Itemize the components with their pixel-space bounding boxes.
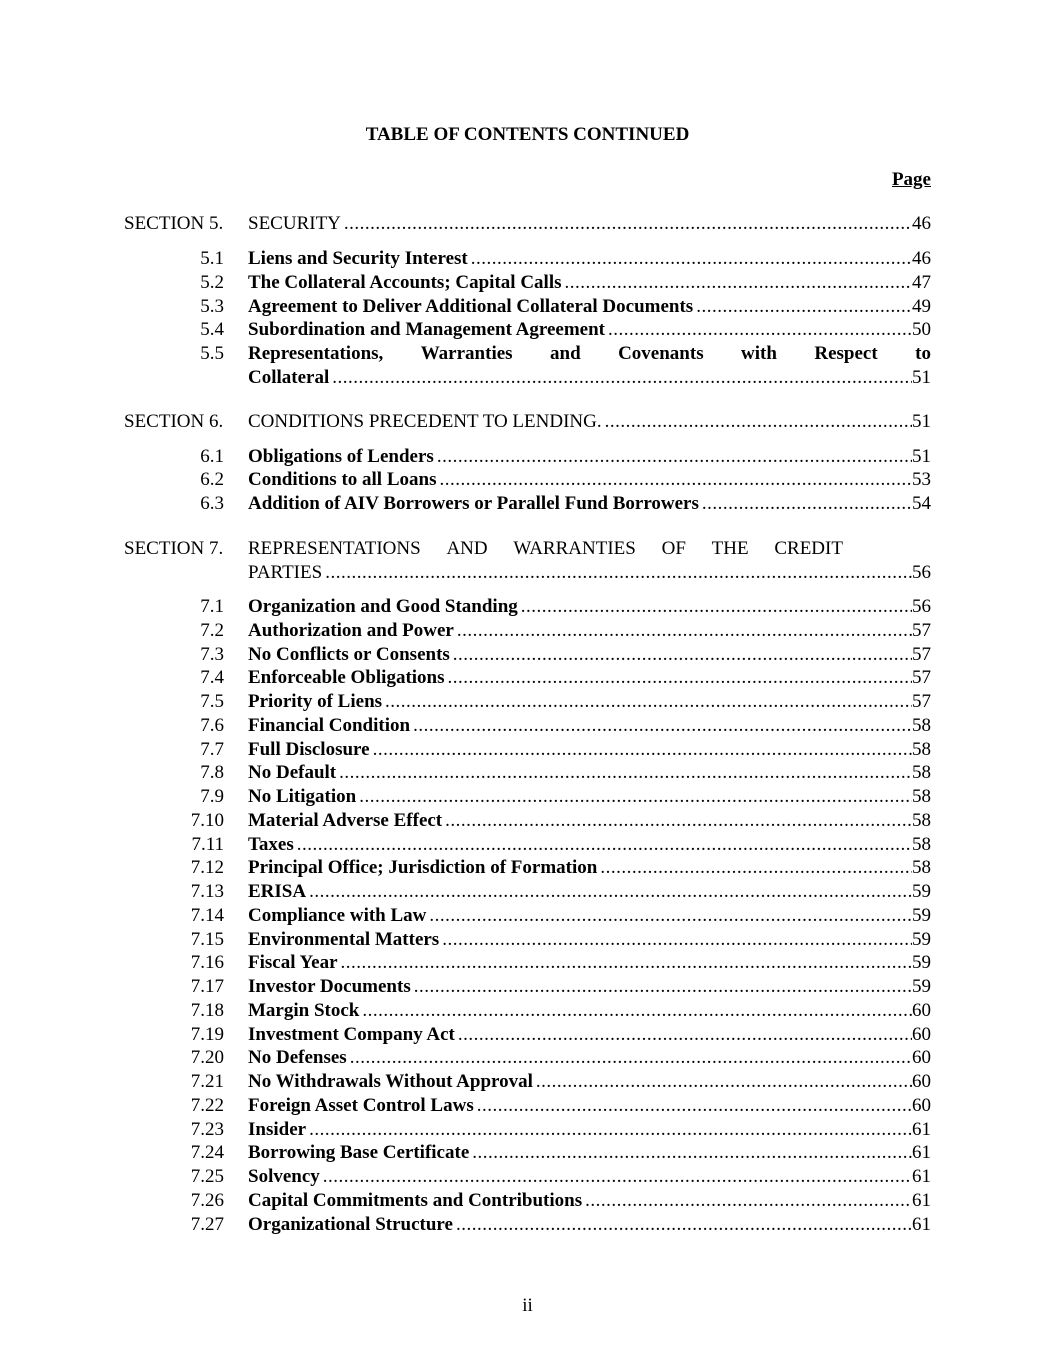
toc-item-row[interactable] (0, 999, 1055, 1023)
item-number: 7.24 (190, 1142, 224, 1164)
toc-item-row[interactable] (0, 928, 1055, 952)
page-number: 59 (912, 952, 931, 974)
dot-leader (362, 999, 912, 1023)
item-number: 5.2 (200, 272, 224, 293)
item-title: Obligations of Lenders (248, 446, 434, 467)
toc-item-row[interactable] (0, 1118, 1055, 1142)
page-number: 46 (912, 213, 931, 234)
item-title: No Default (248, 762, 337, 784)
dot-leader (413, 714, 912, 738)
page-number: 60 (912, 999, 931, 1021)
item-title: Principal Office; Jurisdiction of Formation (248, 857, 598, 879)
section-number: SECTION 5. (124, 213, 224, 234)
page-number: 59 (912, 976, 931, 997)
page-number: 57 (912, 667, 931, 689)
item-number: 7.2 (200, 619, 224, 641)
page-number: 51 (912, 411, 931, 432)
toc-item-row[interactable] (0, 714, 1055, 738)
item-title: Enforceable Obligations (248, 667, 445, 689)
toc-item-row[interactable] (0, 492, 1055, 516)
item-title: Organization and Good Standing (248, 596, 518, 617)
page-number: 57 (912, 691, 931, 712)
page-number: 59 (912, 881, 931, 902)
toc-item-row[interactable] (0, 785, 1055, 809)
page-number: 60 (912, 1023, 931, 1045)
toc-item-row[interactable] (0, 1070, 1055, 1094)
item-title: Liens and Security Interest (248, 248, 468, 269)
item-number: 7.17 (190, 976, 224, 997)
page-number: 58 (912, 809, 931, 831)
item-title: Investor Documents (248, 976, 411, 997)
item-number: 7.5 (200, 691, 224, 712)
dot-leader (472, 1141, 912, 1165)
item-number: 7.9 (200, 786, 224, 807)
toc-item-row[interactable] (0, 271, 1055, 295)
dot-leader (608, 318, 912, 342)
page-number: 57 (912, 619, 931, 641)
item-number: 7.7 (200, 738, 224, 760)
item-title: No Defenses (248, 1047, 347, 1069)
page-number: 58 (912, 786, 931, 807)
item-number: 7.6 (200, 714, 224, 736)
dot-leader (702, 492, 912, 516)
dot-leader (373, 738, 912, 762)
page-number: 58 (912, 833, 931, 855)
section-title-line2: PARTIES (248, 562, 323, 583)
page-number: 58 (912, 857, 931, 879)
item-number: 7.12 (190, 857, 224, 879)
page-number: 49 (912, 296, 931, 317)
item-title: Subordination and Management Agreement (248, 319, 605, 340)
item-title: Financial Condition (248, 714, 411, 736)
item-title: Borrowing Base Certificate (248, 1142, 470, 1164)
toc-item-row[interactable] (0, 856, 1055, 880)
item-title: Capital Commitments and Contributions (248, 1189, 583, 1211)
dot-leader (585, 1189, 912, 1213)
item-title: ERISA (248, 881, 307, 902)
item-title: No Litigation (248, 786, 357, 807)
item-title: Addition of AIV Borrowers or Parallel Fund Borrowers (248, 493, 699, 514)
page-number: 53 (912, 469, 931, 490)
dot-leader (341, 951, 912, 975)
item-number: 7.1 (200, 596, 224, 617)
dot-leader (605, 410, 912, 434)
item-title: Taxes (248, 833, 294, 855)
dot-leader (339, 761, 912, 785)
dot-leader (344, 212, 912, 236)
item-title: Authorization and Power (248, 619, 454, 641)
toc-item-row[interactable] (0, 1141, 1055, 1165)
item-number: 5.4 (200, 319, 224, 340)
item-number: 7.15 (190, 928, 224, 950)
toc-item-row[interactable] (0, 619, 1055, 643)
item-number: 7.21 (190, 1071, 224, 1092)
toc-item-row[interactable] (0, 1023, 1055, 1047)
item-number: 7.10 (190, 809, 224, 831)
toc-item-row[interactable] (0, 1046, 1055, 1070)
section-number: SECTION 7. (124, 538, 224, 559)
toc-section-row[interactable] (0, 212, 1055, 236)
page-number: 59 (912, 904, 931, 926)
toc-item-row[interactable] (0, 690, 1055, 714)
toc-item-row[interactable] (0, 643, 1055, 667)
page-number: 61 (912, 1213, 931, 1235)
item-number: 6.3 (200, 493, 224, 514)
dot-leader (457, 619, 912, 643)
section-number: SECTION 6. (124, 411, 224, 432)
item-number: 7.18 (190, 999, 224, 1021)
item-number: 7.14 (190, 904, 224, 926)
item-title-line1: Representations, Warranties and Covenants with Respect to (248, 343, 931, 364)
toc-item-row[interactable] (0, 951, 1055, 975)
page-number: 58 (912, 714, 931, 736)
item-title: Full Disclosure (248, 738, 370, 760)
dot-leader (359, 785, 912, 809)
toc-item-row[interactable] (0, 445, 1055, 469)
dot-leader (385, 690, 912, 714)
page-number: 61 (912, 1166, 931, 1187)
item-number: 6.2 (200, 469, 224, 490)
section-title: CONDITIONS PRECEDENT TO LENDING. (248, 411, 602, 432)
item-number: 5.3 (200, 296, 224, 317)
dot-leader (477, 1094, 912, 1118)
toc-item-row[interactable] (0, 595, 1055, 619)
dot-leader (448, 666, 912, 690)
item-title: Compliance with Law (248, 904, 427, 926)
item-title: Priority of Liens (248, 691, 383, 712)
dot-leader (445, 809, 912, 833)
toc-item-row[interactable] (0, 295, 1055, 319)
item-title: Conditions to all Loans (248, 469, 437, 490)
toc-item-row[interactable] (0, 809, 1055, 833)
toc-item-row[interactable] (0, 1094, 1055, 1118)
toc-item-row[interactable] (0, 318, 1055, 342)
toc-section-row[interactable] (0, 410, 1055, 434)
page-number: 59 (912, 928, 931, 950)
dot-leader (442, 928, 912, 952)
item-title-line2: Collateral (248, 367, 330, 388)
page-number: 58 (912, 762, 931, 784)
page-number: 51 (912, 367, 931, 388)
toc-item-row[interactable] (0, 1213, 1055, 1237)
item-title: Fiscal Year (248, 952, 338, 974)
item-number: 6.1 (200, 446, 224, 467)
dot-leader (600, 856, 912, 880)
page-number: 60 (912, 1071, 931, 1092)
item-title: Solvency (248, 1166, 320, 1187)
item-number: 7.8 (200, 762, 224, 784)
item-number: 7.25 (190, 1166, 224, 1187)
item-title: Insider (248, 1118, 307, 1140)
toc-item-row[interactable] (0, 880, 1055, 904)
page-number: 58 (912, 738, 931, 760)
dot-leader (332, 366, 912, 390)
toc-item-row[interactable] (0, 247, 1055, 271)
dot-leader (696, 295, 912, 319)
dot-leader (309, 1118, 912, 1142)
item-number: 7.19 (190, 1023, 224, 1045)
toc-item-row[interactable] (0, 761, 1055, 785)
dot-leader (323, 1165, 912, 1189)
page-number: 60 (912, 1094, 931, 1116)
page-number: 57 (912, 643, 931, 665)
toc-item-row[interactable] (0, 904, 1055, 928)
dot-leader (414, 975, 912, 999)
toc-item-row[interactable] (0, 1165, 1055, 1189)
item-title: Environmental Matters (248, 928, 440, 950)
page-number: 56 (912, 562, 931, 583)
item-title: The Collateral Accounts; Capital Calls (248, 272, 562, 293)
item-title: Foreign Asset Control Laws (248, 1094, 474, 1116)
dot-leader (350, 1046, 912, 1070)
dot-leader (325, 561, 912, 585)
toc-section-row[interactable] (0, 537, 1055, 561)
item-number: 5.5 (200, 343, 224, 364)
footer-page-number: ii (522, 1295, 533, 1316)
item-number: 7.20 (190, 1047, 224, 1069)
dot-leader (437, 445, 912, 469)
dot-leader (521, 595, 912, 619)
item-title: Material Adverse Effect (248, 809, 443, 831)
section-title: SECURITY (248, 213, 341, 234)
page-number: 46 (912, 248, 931, 269)
item-number: 7.13 (190, 881, 224, 902)
toc-item-row[interactable] (0, 738, 1055, 762)
item-number: 7.16 (190, 952, 224, 974)
toc-item-row[interactable] (0, 468, 1055, 492)
toc-item-row[interactable] (0, 833, 1055, 857)
dot-leader (471, 247, 912, 271)
dot-leader (536, 1070, 912, 1094)
item-title: No Withdrawals Without Approval (248, 1071, 533, 1092)
dot-leader (439, 468, 912, 492)
page-number: 54 (912, 493, 931, 514)
page-number: 51 (912, 446, 931, 467)
page-number: 56 (912, 596, 931, 617)
toc-item-row-continued[interactable] (0, 366, 1055, 390)
page-number: 61 (912, 1118, 931, 1140)
dot-leader (309, 880, 912, 904)
dot-leader (456, 1213, 912, 1237)
item-number: 7.4 (200, 667, 224, 689)
toc-section-row-continued[interactable] (0, 561, 1055, 585)
toc-item-row[interactable] (0, 342, 1055, 366)
item-number: 5.1 (200, 248, 224, 269)
toc-item-row[interactable] (0, 1189, 1055, 1213)
dot-leader (453, 643, 912, 667)
item-number: 7.23 (190, 1118, 224, 1140)
page-number: 47 (912, 272, 931, 293)
item-number: 7.27 (190, 1213, 224, 1235)
item-title: Organizational Structure (248, 1213, 453, 1235)
page-number: 61 (912, 1189, 931, 1211)
item-title: No Conflicts or Consents (248, 643, 450, 665)
toc-item-row[interactable] (0, 666, 1055, 690)
page-number: 61 (912, 1142, 931, 1164)
item-title: Agreement to Deliver Additional Collateral Documents (248, 296, 694, 317)
item-number: 7.26 (190, 1189, 224, 1211)
page-column-header: Page (891, 169, 931, 190)
section-title-line1: REPRESENTATIONS AND WARRANTIES OF THE CREDIT (248, 538, 843, 559)
item-title: Margin Stock (248, 999, 360, 1021)
dot-leader (429, 904, 912, 928)
item-title: Investment Company Act (248, 1023, 455, 1045)
item-number: 7.11 (191, 833, 224, 855)
page-number: 50 (912, 319, 931, 340)
dot-leader (458, 1023, 912, 1047)
page-number: 60 (912, 1047, 931, 1069)
toc-title: TABLE OF CONTENTS CONTINUED (365, 124, 690, 145)
dot-leader (565, 271, 913, 295)
item-number: 7.22 (190, 1094, 224, 1116)
dot-leader (297, 833, 912, 857)
item-number: 7.3 (200, 643, 224, 665)
toc-item-row[interactable] (0, 975, 1055, 999)
